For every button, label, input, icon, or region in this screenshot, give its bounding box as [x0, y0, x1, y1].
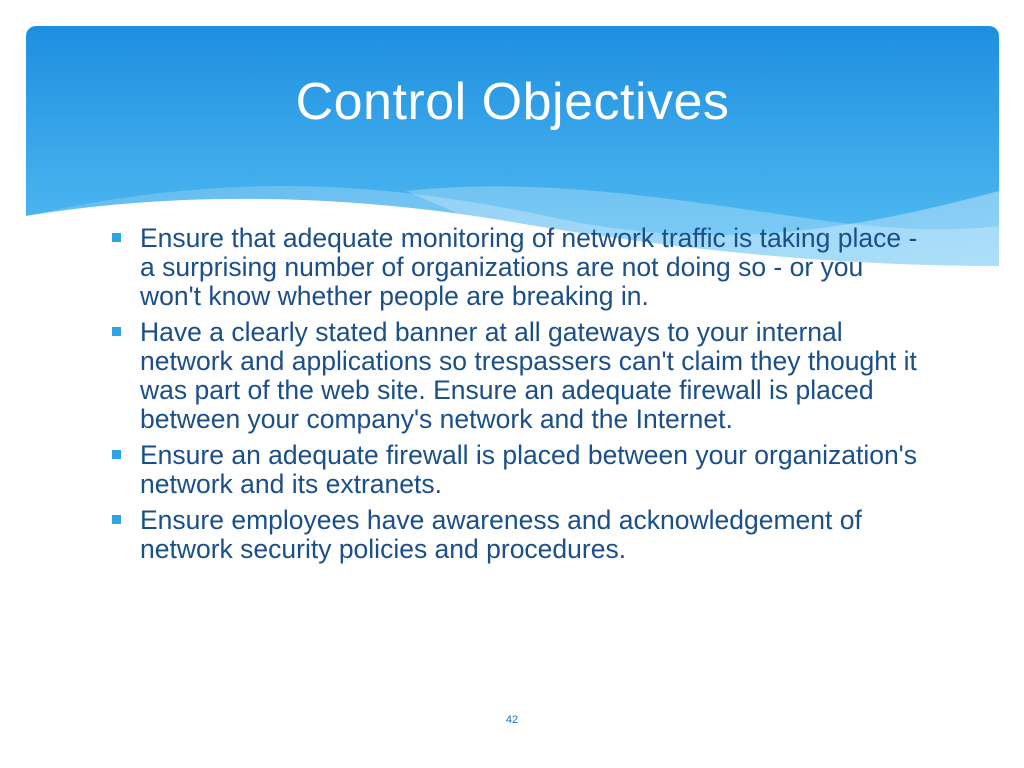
slide-title: Control Objectives	[295, 73, 730, 131]
bullet-list	[106, 224, 926, 571]
page-number: 42	[505, 714, 519, 726]
square-bullet-icon	[112, 515, 121, 524]
square-bullet-icon	[112, 450, 121, 459]
square-bullet-icon	[112, 327, 121, 336]
list-item	[106, 506, 926, 564]
bullet-text: Ensure that adequate monitoring of network traffic is taking place - a surprising number of organizations are not doing so - or you won't know whether people are breaking in.	[140, 223, 918, 311]
bullet-text: Have a clearly stated banner at all gateways to your internal network and applications so trespassers can't claim they thought it was part of the web site. Ensure an adequate firewall is placed between your company's network and the Internet.	[140, 317, 917, 434]
list-item	[106, 224, 926, 311]
square-bullet-icon	[112, 233, 121, 242]
bullet-text: Ensure an adequate firewall is placed between your organization's network and its extranets.	[140, 440, 917, 499]
bullet-text: Ensure employees have awareness and acknowledgement of network security policies and procedures.	[140, 505, 862, 564]
list-item	[106, 441, 926, 499]
list-item	[106, 318, 926, 434]
